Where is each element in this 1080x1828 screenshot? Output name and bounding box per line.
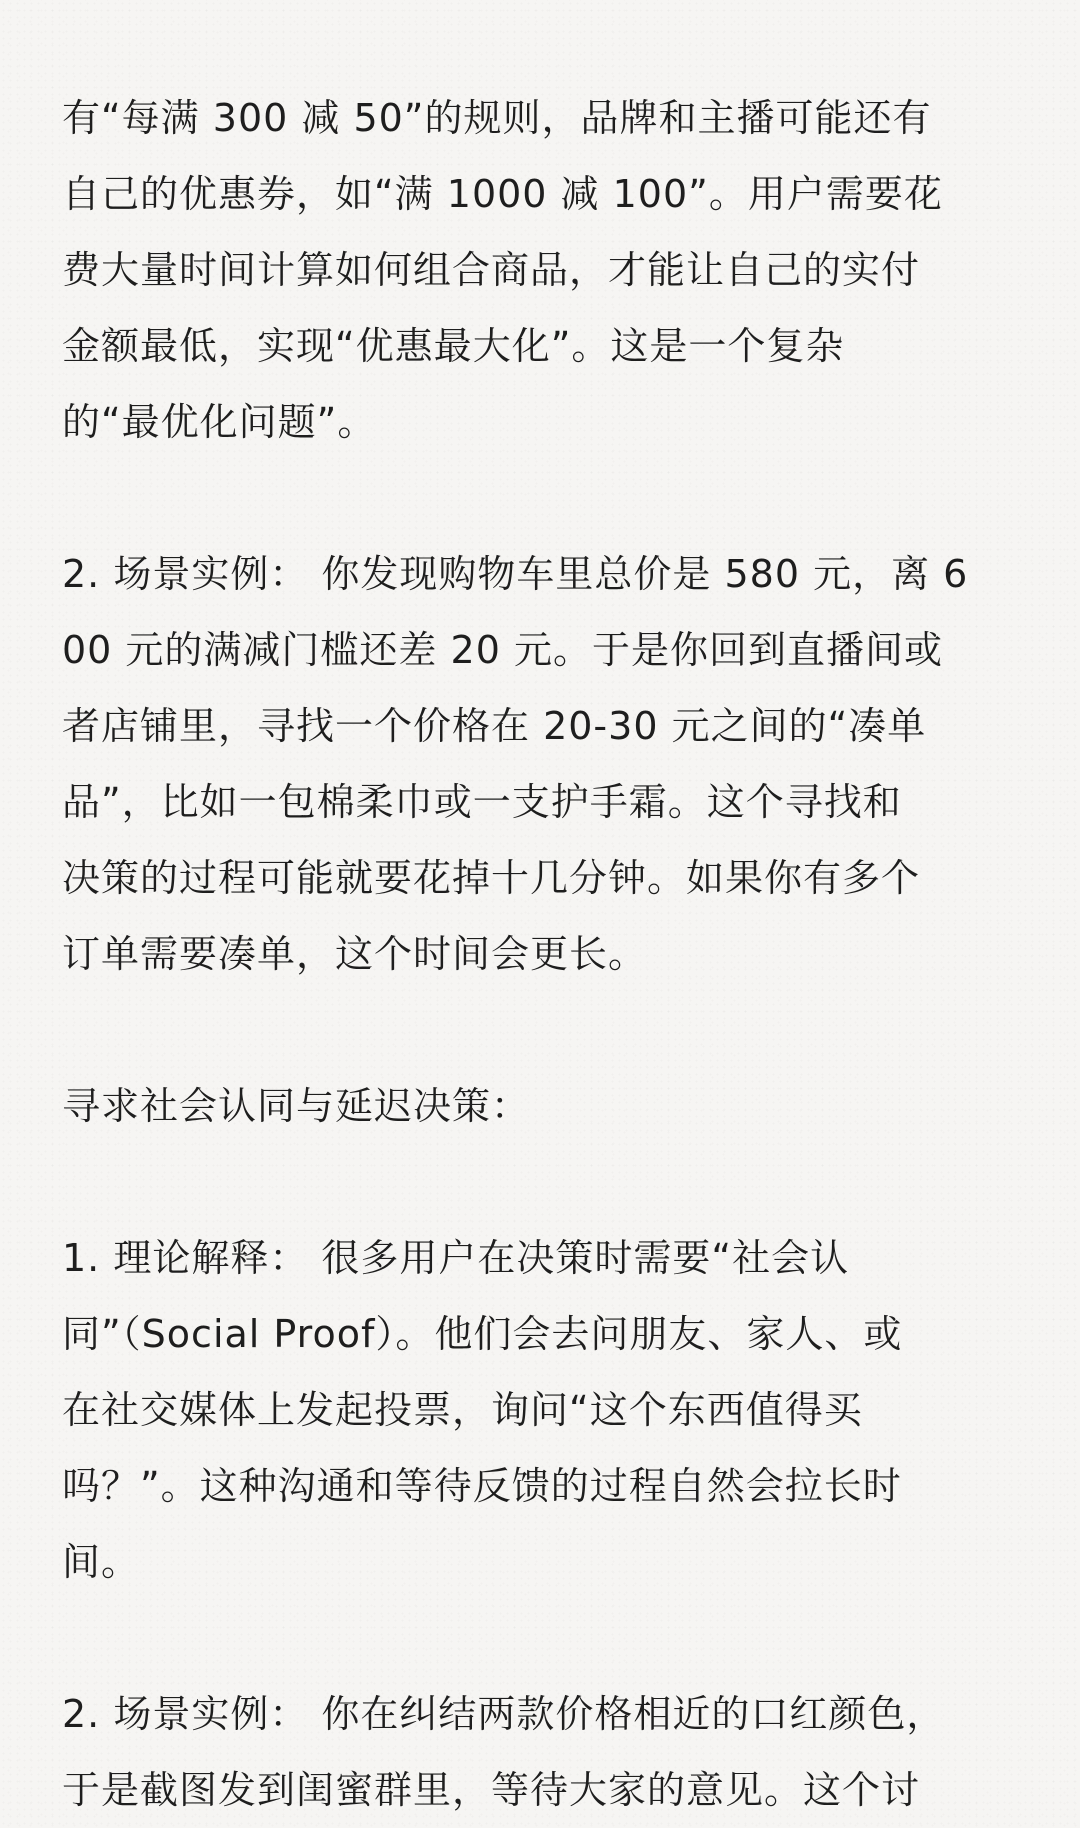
text-line: 订单需要凑单，这个时间会更长。 [62, 932, 648, 976]
text-line: 2. 场景实例： 你发现购物车里总价是 580 元，离 6 [62, 552, 969, 596]
paragraph-optimization-problem [62, 80, 1020, 460]
text-line: 有“每满 300 减 50”的规则，品牌和主播可能还有 [62, 96, 932, 140]
text-line: 自己的优惠券，如“满 1000 减 100”。用户需要花 [62, 172, 943, 216]
paragraph-spacer [62, 992, 1020, 1068]
text-line: 决策的过程可能就要花掉十几分钟。如果你有多个 [62, 856, 921, 900]
text-line: 2. 场景实例： 你在纠结两款价格相近的口红颜色， [62, 1692, 946, 1736]
text-line: 同”（Social Proof）。他们会去问朋友、家人、或 [62, 1312, 903, 1356]
section-heading-social-proof [62, 1068, 1020, 1144]
paragraph-scenario-coudan [62, 536, 1020, 992]
paragraph-scenario-lipstick [62, 1676, 1020, 1828]
paragraph-theory-explanation [62, 1220, 1020, 1600]
document-body [62, 80, 1020, 1828]
text-line: 1. 理论解释： 很多用户在决策时需要“社会认 [62, 1236, 850, 1280]
paragraph-spacer [62, 1600, 1020, 1676]
section-heading: 寻求社会认同与延迟决策： [62, 1084, 531, 1128]
text-line: 费大量时间计算如何组合商品，才能让自己的实付 [62, 248, 921, 292]
paragraph-spacer [62, 460, 1020, 536]
text-line: 金额最低，实现“优惠最大化”。这是一个复杂 [62, 324, 845, 368]
text-line: 的“最优化问题”。 [62, 400, 377, 444]
text-line: 者店铺里，寻找一个价格在 20-30 元之间的“凑单 [62, 704, 927, 748]
text-line: 在社交媒体上发起投票，询问“这个东西值得买 [62, 1388, 863, 1432]
text-line: 间。 [62, 1540, 141, 1584]
text-line: 于是截图发到闺蜜群里，等待大家的意见。这个讨 [62, 1768, 921, 1812]
text-line: 品”，比如一包棉柔巾或一支护手霜。这个寻找和 [62, 780, 902, 824]
text-line: 00 元的满减门槛还差 20 元。于是你回到直播间或 [62, 628, 943, 672]
text-line: 吗？”。这种沟通和等待反馈的过程自然会拉长时 [62, 1464, 902, 1508]
paragraph-spacer [62, 1144, 1020, 1220]
